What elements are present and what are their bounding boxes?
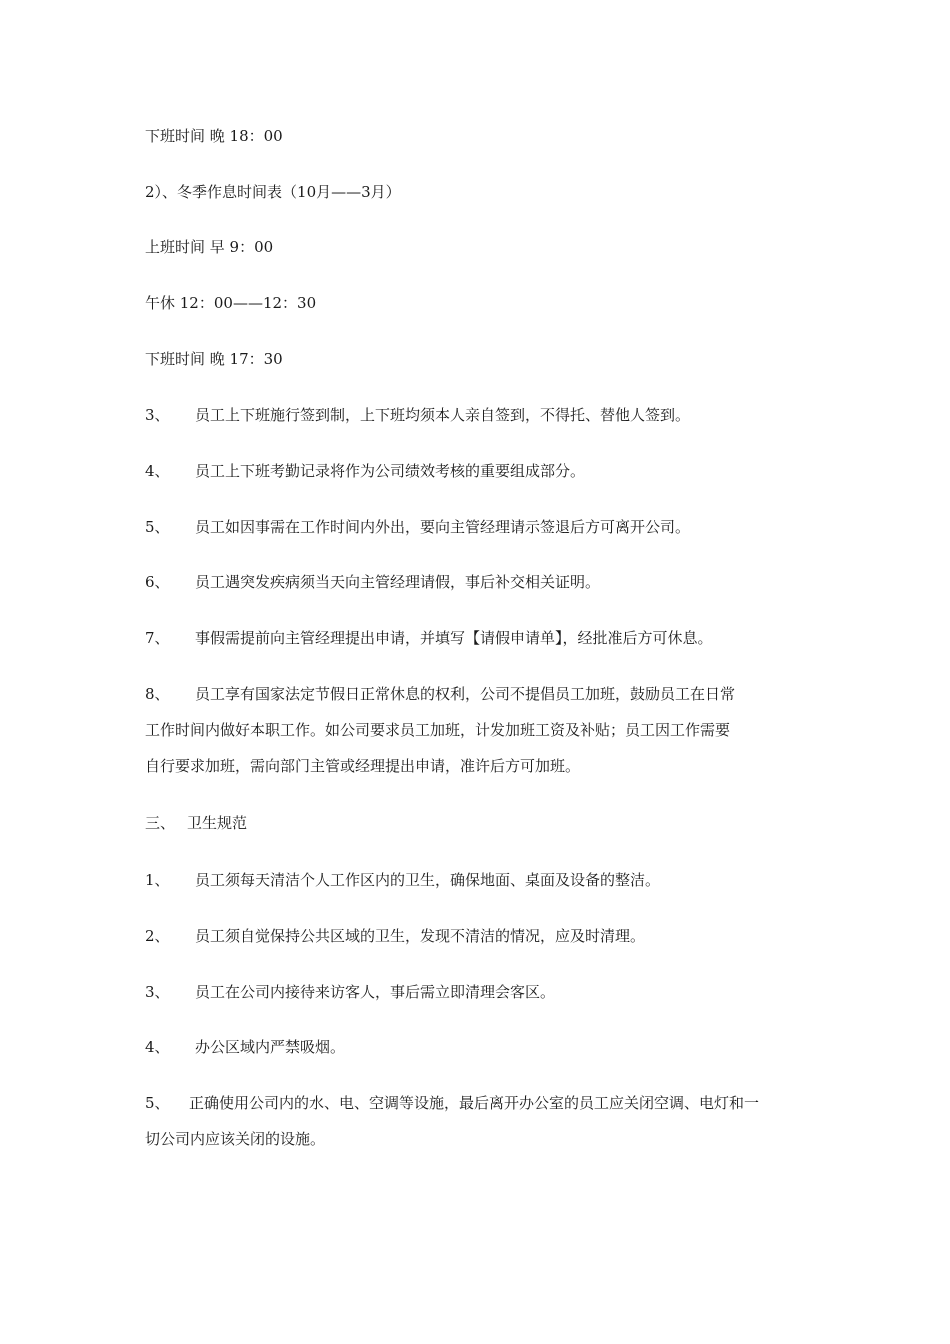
rule-number: 7、 bbox=[145, 629, 170, 647]
rule-item bbox=[145, 628, 713, 648]
rule-text-continuation: 工作时间内做好本职工作。如公司要求员工加班，计发加班工资及补贴；员工因工作需要 bbox=[145, 721, 731, 739]
noon-break-winter: 午休 12：00——12：30 bbox=[145, 294, 317, 312]
hygiene-number: 3、 bbox=[145, 983, 170, 1001]
hygiene-text: 员工须自觉保持公共区域的卫生，发现不清洁的情况，应及时清理。 bbox=[195, 927, 646, 945]
hygiene-number: 2、 bbox=[145, 927, 170, 945]
off-time-winter: 下班时间 晚 17：30 bbox=[145, 350, 283, 368]
hygiene-text: 办公区域内严禁吸烟。 bbox=[195, 1038, 346, 1056]
rule-item bbox=[145, 572, 600, 592]
section-title: 卫生规范 bbox=[187, 814, 248, 832]
rule-item bbox=[145, 684, 735, 704]
hygiene-text: 正确使用公司内的水、电、空调等设施，最后离开办公室的员工应关闭空调、电灯和一 bbox=[189, 1094, 760, 1112]
rule-item bbox=[145, 405, 690, 425]
hygiene-number: 1、 bbox=[145, 871, 170, 889]
hygiene-text: 员工须每天清洁个人工作区内的卫生，确保地面、桌面及设备的整洁。 bbox=[195, 871, 661, 889]
rule-item bbox=[145, 461, 585, 481]
rule-number: 5、 bbox=[145, 518, 170, 536]
section-heading bbox=[145, 813, 247, 833]
rule-number: 8、 bbox=[145, 685, 170, 703]
rule-number: 3、 bbox=[145, 406, 170, 424]
rule-number: 6、 bbox=[145, 573, 170, 591]
hygiene-text: 员工在公司内接待来访客人，事后需立即清理会客区。 bbox=[195, 983, 556, 1001]
hygiene-item bbox=[145, 1037, 345, 1057]
rule-text: 员工遇突发疾病须当天向主管经理请假，事后补交相关证明。 bbox=[195, 573, 601, 591]
hygiene-text-continuation: 切公司内应该关闭的设施。 bbox=[145, 1130, 326, 1148]
hygiene-item bbox=[145, 926, 645, 946]
section-number: 三、 bbox=[145, 814, 176, 832]
off-time-summer: 下班时间 晚 18：00 bbox=[145, 127, 283, 145]
hygiene-number: 4、 bbox=[145, 1038, 170, 1056]
on-time-winter: 上班时间 早 9：00 bbox=[145, 238, 274, 256]
rule-text: 员工上下班考勤记录将作为公司绩效考核的重要组成部分。 bbox=[195, 462, 586, 480]
winter-schedule-heading: 2）、冬季作息时间表（10月——3月） bbox=[145, 183, 401, 201]
rule-text: 员工享有国家法定节假日正常休息的权利，公司不提倡员工加班，鼓励员工在日常 bbox=[195, 685, 736, 703]
rule-text: 员工如因事需在工作时间内外出，要向主管经理请示签退后方可离开公司。 bbox=[195, 518, 691, 536]
hygiene-item bbox=[145, 982, 555, 1002]
hygiene-item bbox=[145, 1093, 759, 1113]
hygiene-number: 5、 bbox=[145, 1094, 170, 1112]
rule-text: 员工上下班施行签到制，上下班均须本人亲自签到，不得托、替他人签到。 bbox=[195, 406, 691, 424]
rule-text: 事假需提前向主管经理提出申请，并填写【请假申请单】，经批准后方可休息。 bbox=[195, 629, 713, 647]
rule-item bbox=[145, 517, 690, 537]
rule-text-continuation: 自行要求加班，需向部门主管或经理提出申请，准许后方可加班。 bbox=[145, 757, 581, 775]
rule-number: 4、 bbox=[145, 462, 170, 480]
hygiene-item bbox=[145, 870, 660, 890]
